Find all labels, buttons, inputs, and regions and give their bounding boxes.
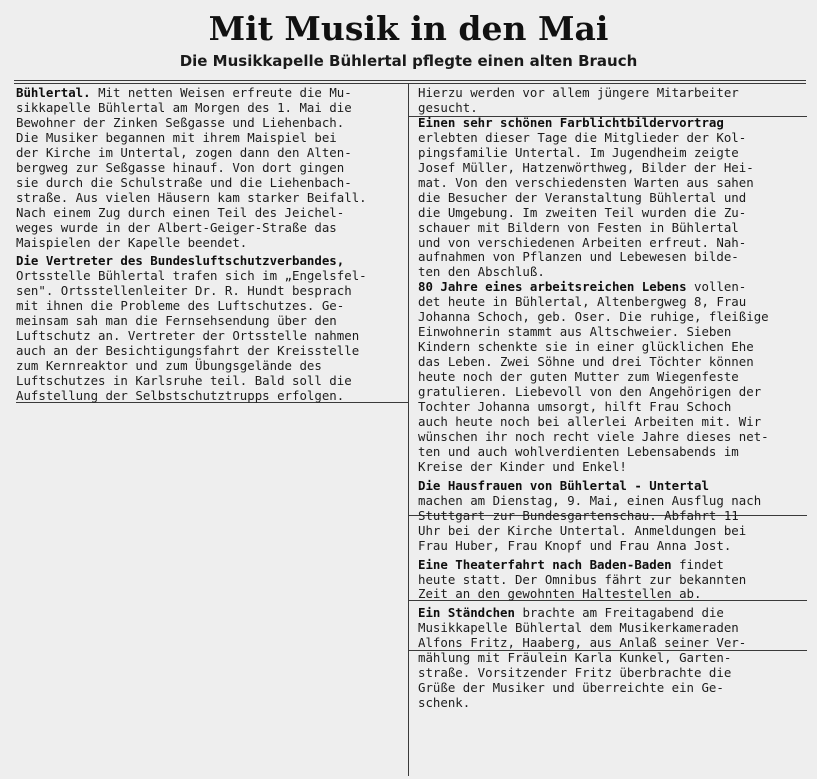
line-text: Frau Huber, Frau Knopf und Frau Anna Jost. bbox=[418, 537, 732, 553]
text-line bbox=[418, 524, 769, 539]
text-line bbox=[418, 280, 769, 295]
text-line bbox=[418, 696, 769, 711]
line-text: die Umgebung. Im zweiten Teil wurden die Zu- bbox=[418, 204, 747, 220]
text-line bbox=[418, 161, 769, 176]
line-text: sen". Ortsstellenleiter Dr. R. Hundt besprach bbox=[16, 283, 352, 299]
header-rule-bottom bbox=[14, 83, 806, 84]
line-text: mählung mit Fräulein Karla Kunkel, Garten- bbox=[418, 650, 732, 666]
text-line bbox=[16, 284, 367, 299]
text-line bbox=[16, 86, 367, 101]
lead-in-text: 80 Jahre eines arbeitsreichen Lebens bbox=[418, 279, 687, 295]
text-line bbox=[16, 389, 367, 404]
text-line bbox=[418, 681, 769, 696]
text-line bbox=[418, 651, 769, 666]
text-line bbox=[418, 400, 769, 415]
article-column-left bbox=[16, 86, 367, 404]
text-line bbox=[16, 146, 367, 161]
line-text: Alfons Fritz, Haaberg, aus Anlaß seiner Ver- bbox=[418, 635, 747, 651]
line-text: Tochter Johanna umsorgt, hilft Frau Schoch bbox=[418, 399, 732, 415]
text-line bbox=[418, 191, 769, 206]
line-text: Einwohnerin stammt aus Altschweier. Sieben bbox=[418, 324, 732, 340]
line-text: brachte am Freitagabend die bbox=[514, 605, 724, 621]
line-text: und von verschiedenen Arbeiten erfreut. Nah- bbox=[418, 234, 747, 250]
line-text: ten und auch wohlverdienten Lebensabends im bbox=[418, 443, 739, 459]
line-text: Josef Müller, Hatzenwörthweg, Bilder der Hei- bbox=[418, 159, 754, 175]
text-line bbox=[16, 299, 367, 314]
text-line bbox=[16, 329, 367, 344]
text-line bbox=[418, 587, 769, 602]
line-text: vollen- bbox=[686, 279, 747, 295]
line-text: Johanna Schoch, geb. Oser. Die ruhige, fleißige bbox=[418, 309, 769, 325]
text-line bbox=[418, 494, 769, 509]
text-line bbox=[418, 636, 769, 651]
line-text: machen am Dienstag, 9. Mai, einen Ausflug nach bbox=[418, 492, 762, 508]
line-text: Zeit an den gewohnten Haltestellen ab. bbox=[418, 586, 702, 602]
text-line bbox=[418, 385, 769, 400]
text-line bbox=[418, 265, 769, 280]
text-line bbox=[16, 161, 367, 176]
line-text: Uhr bei der Kirche Untertal. Anmeldungen bei bbox=[418, 522, 747, 538]
text-line bbox=[418, 310, 769, 325]
text-line bbox=[16, 116, 367, 131]
line-text: det heute in Bühlertal, Altenbergweg 8, Frau bbox=[418, 294, 747, 310]
line-text: Ortsstelle Bühlertal trafen sich im „Engelsfel- bbox=[16, 268, 367, 284]
line-text: Luftschutz an. Vertreter der Ortsstelle nahmen bbox=[16, 328, 360, 344]
line-text: findet bbox=[671, 556, 724, 572]
text-line bbox=[16, 101, 367, 116]
subheadline: Die Musikkapelle Bühlertal pflegte einen alten Brauch bbox=[179, 52, 638, 70]
text-line bbox=[418, 116, 769, 131]
text-line bbox=[16, 131, 367, 146]
line-text: ten den Abschluß. bbox=[418, 264, 545, 280]
text-line bbox=[418, 250, 769, 265]
line-text: Musikkapelle Bühlertal dem Musikerkameraden bbox=[418, 620, 739, 636]
text-line bbox=[418, 558, 769, 573]
line-text: straße. Aus vielen Häusern kam starker Beifall. bbox=[16, 189, 367, 205]
text-line bbox=[16, 269, 367, 284]
text-line bbox=[16, 206, 367, 221]
line-text: Grüße der Musiker und überreichte ein Ge- bbox=[418, 680, 724, 696]
line-text: heute statt. Der Omnibus fährt zur bekannten bbox=[418, 571, 747, 587]
text-line bbox=[418, 295, 769, 310]
line-text: auch heute noch bei allerlei Arbeiten mit. Wir bbox=[418, 413, 762, 429]
text-line bbox=[16, 191, 367, 206]
line-text: Luftschutzes in Karlsruhe teil. Bald soll die bbox=[16, 373, 352, 389]
text-line bbox=[418, 86, 769, 101]
line-text: mit ihnen die Probleme des Luftschutzes. Ge- bbox=[16, 298, 345, 314]
text-line bbox=[16, 221, 367, 236]
lead-in-text: Die Hausfrauen von Bühlertal - Untertal bbox=[418, 477, 709, 493]
lead-in-text: Bühlertal. bbox=[16, 85, 91, 100]
line-text: mat. Von den verschiedensten Warten aus sahen bbox=[418, 174, 754, 190]
text-line bbox=[16, 344, 367, 359]
line-text: der Kirche im Untertal, zogen dann den Alten- bbox=[16, 144, 352, 160]
line-text: sie durch die Schulstraße und die Liehenbach- bbox=[16, 174, 352, 190]
line-text: pingsfamilie Untertal. Im Jugendheim zeigte bbox=[418, 144, 739, 160]
text-line bbox=[418, 606, 769, 621]
line-text: Bewohner der Zinken Seßgasse und Liehenbach. bbox=[16, 114, 345, 130]
line-text: schauer mit Bildern von Festen in Bühlertal bbox=[418, 219, 739, 235]
line-text: heute noch der guten Mutter zum Wiegenfeste bbox=[418, 369, 739, 385]
line-text: zum Kernreaktor und zum Übungsgelände des bbox=[16, 358, 322, 374]
text-line bbox=[418, 573, 769, 588]
line-text: das Leben. Zwei Söhne und drei Töchter können bbox=[418, 354, 754, 370]
line-text: weges wurde in der Albert-Geiger-Straße das bbox=[16, 219, 337, 235]
text-line bbox=[418, 621, 769, 636]
line-text: Nach einem Zug durch einen Teil des Jeichel- bbox=[16, 204, 345, 220]
text-line bbox=[16, 254, 367, 269]
headline: Mit Musik in den Mai bbox=[208, 9, 609, 48]
line-text: Aufstellung der Selbstschutztrupps erfolgen. bbox=[16, 388, 345, 404]
line-text: meinsam sah man die Fernsehsendung über den bbox=[16, 313, 337, 329]
text-line bbox=[418, 666, 769, 681]
text-line bbox=[418, 370, 769, 385]
line-text: Mit netten Weisen erfreute die Mu- bbox=[90, 85, 352, 100]
lead-in-text: Einen sehr schönen Farblichtbildervortrag bbox=[418, 114, 724, 130]
text-line bbox=[418, 325, 769, 340]
text-line bbox=[418, 430, 769, 445]
text-line bbox=[418, 146, 769, 161]
lead-in-text: Die Vertreter des Bundesluftschutzverbandes, bbox=[16, 253, 345, 269]
line-text: Kreise der Kinder und Enkel! bbox=[418, 458, 627, 474]
text-line bbox=[16, 374, 367, 389]
header-rule-top bbox=[14, 80, 806, 81]
text-line bbox=[16, 236, 367, 251]
line-text: aufnahmen von Pflanzen und Lebewesen bilde- bbox=[418, 249, 739, 265]
line-text: sikkapelle Bühlertal am Morgen des 1. Mai die bbox=[16, 99, 352, 115]
text-line bbox=[16, 176, 367, 191]
line-text: bergweg zur Seßgasse hinauf. Von dort gingen bbox=[16, 159, 345, 175]
lead-in-text: Eine Theaterfahrt nach Baden-Baden bbox=[418, 556, 672, 572]
text-line bbox=[418, 355, 769, 370]
lead-in-text: Ein Ständchen bbox=[418, 605, 515, 621]
text-line bbox=[418, 101, 769, 116]
text-line bbox=[418, 460, 769, 475]
text-line bbox=[418, 445, 769, 460]
text-line bbox=[418, 479, 769, 494]
line-text: Maispielen der Kapelle beendet. bbox=[16, 234, 248, 250]
line-text: Stuttgart zur Bundesgartenschau. Abfahrt 11 bbox=[418, 507, 739, 523]
line-text: die Besucher der Veranstaltung Bühlertal und bbox=[418, 189, 747, 205]
line-text: erlebten dieser Tage die Mitglieder der Kol- bbox=[418, 129, 747, 145]
line-text: gesucht. bbox=[418, 99, 478, 115]
text-line bbox=[418, 415, 769, 430]
text-line bbox=[418, 340, 769, 355]
text-line bbox=[418, 509, 769, 524]
text-line bbox=[418, 221, 769, 236]
line-text: schenk. bbox=[418, 695, 471, 711]
text-line bbox=[418, 236, 769, 251]
text-line bbox=[16, 314, 367, 329]
text-line bbox=[16, 359, 367, 374]
text-line bbox=[418, 131, 769, 146]
text-line bbox=[418, 539, 769, 554]
text-line bbox=[418, 206, 769, 221]
column-divider bbox=[408, 84, 409, 776]
line-text: Hierzu werden vor allem jüngere Mitarbeiter bbox=[418, 85, 739, 100]
text-line bbox=[418, 176, 769, 191]
line-text: Kindern schenkte sie in einer glücklichen Ehe bbox=[418, 339, 754, 355]
line-text: wünschen ihr noch recht viele Jahre dieses net- bbox=[418, 428, 769, 444]
line-text: auch an der Besichtigungsfahrt der Kreisstelle bbox=[16, 343, 360, 359]
line-text: gratulieren. Liebevoll von den Angehörigen der bbox=[418, 384, 762, 400]
line-text: Die Musiker begannen mit ihrem Maispiel bei bbox=[16, 129, 337, 145]
article-column-right bbox=[418, 86, 769, 711]
line-text: straße. Vorsitzender Fritz überbrachte die bbox=[418, 665, 732, 681]
